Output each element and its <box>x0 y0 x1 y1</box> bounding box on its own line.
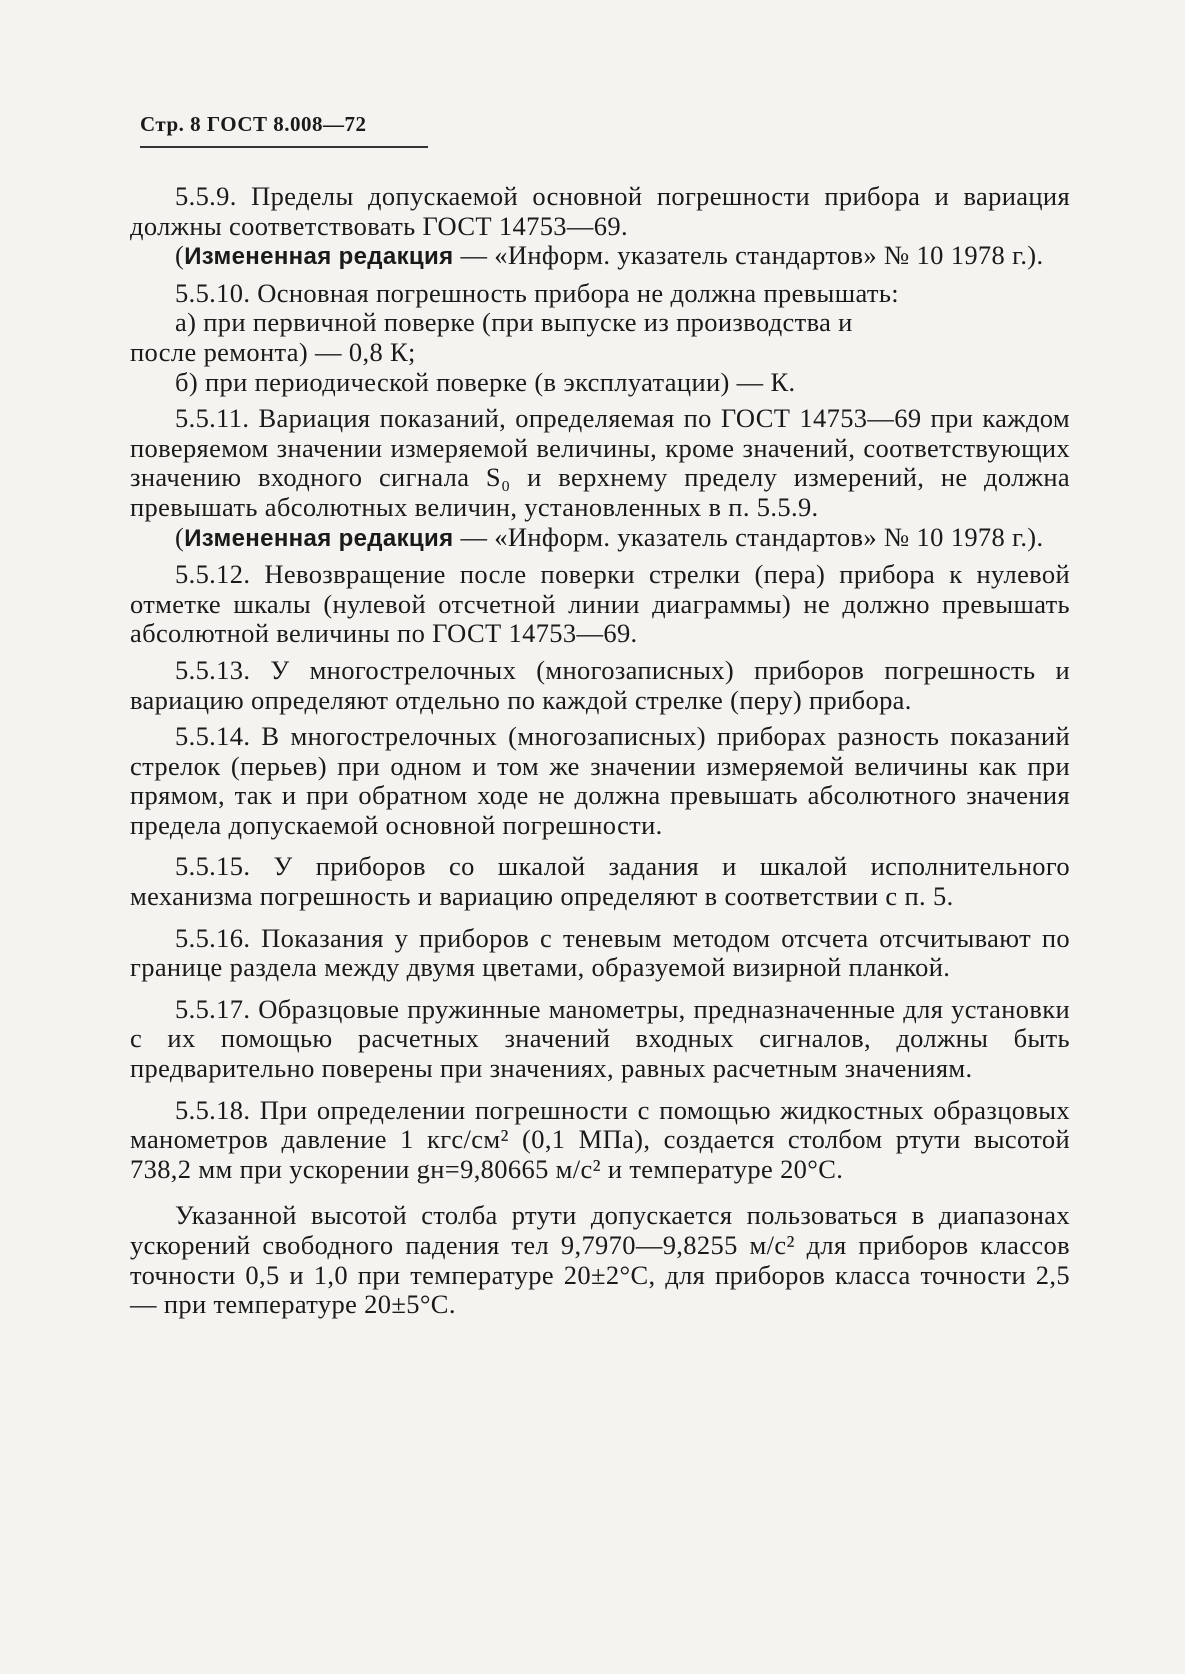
clause-5-5-12: 5.5.12. Невозвращение после поверки стрелки (пера) прибора к нулевой отметке шкалы (нулевой отсчетной линии диаграммы) не должно превышать абсолютной величины по ГОСТ 14753—69. <box>130 559 1070 649</box>
amendment-note-1 <box>130 241 1070 272</box>
clause-5-5-10-a <box>130 308 1070 367</box>
amendment-label: Измененная редакция <box>184 524 454 552</box>
clause-5-5-13: 5.5.13. У многострелочных (многозаписных) приборов погрешность и вариацию определяют отдельно по каждой стрелке (перу) прибора. <box>130 654 1070 715</box>
clause-5-5-9: 5.5.9. Пределы допускаемой основной погрешности прибора и вариация должны соответствовать ГОСТ 14753—69. <box>130 181 1070 241</box>
amendment-open-paren: ( <box>175 521 185 552</box>
clause-5-5-14: 5.5.14. В многострелочных (многозаписных) приборах разность показаний стрелок (перьев) при одном и том же значении измеряемой величины как при прямом, так и при обратном ходе не должна превышать абсолютного значения предела допускаемой основной погрешности. <box>130 721 1070 840</box>
clause-5-5-10-b: б) при периодической поверке (в эксплуатации) — К. <box>175 366 796 397</box>
clause-5-5-10-a-line2: после ремонта) — 0,8 К; <box>130 336 416 367</box>
clause-5-5-16: 5.5.16. Показания у приборов с теневым методом отсчета отсчитывают по границе раздела между двумя цветами, образуемой визирной планкой. <box>130 922 1070 983</box>
header-rule <box>140 146 428 148</box>
amendment-label: Измененная редакция <box>184 243 454 271</box>
document-body <box>130 182 1070 1320</box>
amendment-source: — «Информ. указатель стандартов» № 10 1978 г.). <box>453 240 1044 271</box>
clause-5-5-18: 5.5.18. При определении погрешности с помощью жидкостных образцовых манометров давление 1 кгс/см² (0,1 МПа), создается столбом ртути высотой 738,2 мм при ускорении gн=9,80665 м/с² и температуре 20°С. <box>130 1094 1070 1184</box>
clause-5-5-17: 5.5.17. Образцовые пружинные манометры, предназначенные для установки с их помощью расчетных значений входных сигналов, должны быть предварительно поверены при значениях, равных расчетным значениям. <box>130 993 1070 1084</box>
clause-5-5-10: 5.5.10. Основная погрешность прибора не должна превышать: <box>175 277 899 308</box>
clause-5-5-15: 5.5.15. У приборов со шкалой задания и шкалой исполнительного механизма погрешность и вариацию определяют в соответствии с п. 5. <box>130 851 1070 912</box>
clause-5-5-11: 5.5.11. Вариация показаний, определяемая по ГОСТ 14753—69 при каждом поверяемом значении измеряемой величины, кроме значений, соответствующих значению входного сигнала S₀ и верхнему пределу измерений, не должна превышать абсолютных величин, установленных в п. 5.5.9. <box>130 403 1070 522</box>
clause-5-5-10-a-line1: а) при первичной поверке (при выпуске из производства и <box>175 307 853 338</box>
amendment-source: — «Информ. указатель стандартов» № 10 1978 г.). <box>453 521 1044 552</box>
final-paragraph: Указанной высотой столба ртути допускается пользоваться в диапазонах ускорений свободного падения тел 9,7970—9,8255 м/с² для приборов классов точности 0,5 и 1,0 при температуре 20±2°С, для приборов класса точности 2,5 — при температуре 20±5°С. <box>130 1200 1070 1320</box>
page-header: Стр. 8 ГОСТ 8.008—72 <box>140 112 367 136</box>
amendment-open-paren: ( <box>175 240 185 271</box>
amendment-note-2 <box>130 523 1070 554</box>
